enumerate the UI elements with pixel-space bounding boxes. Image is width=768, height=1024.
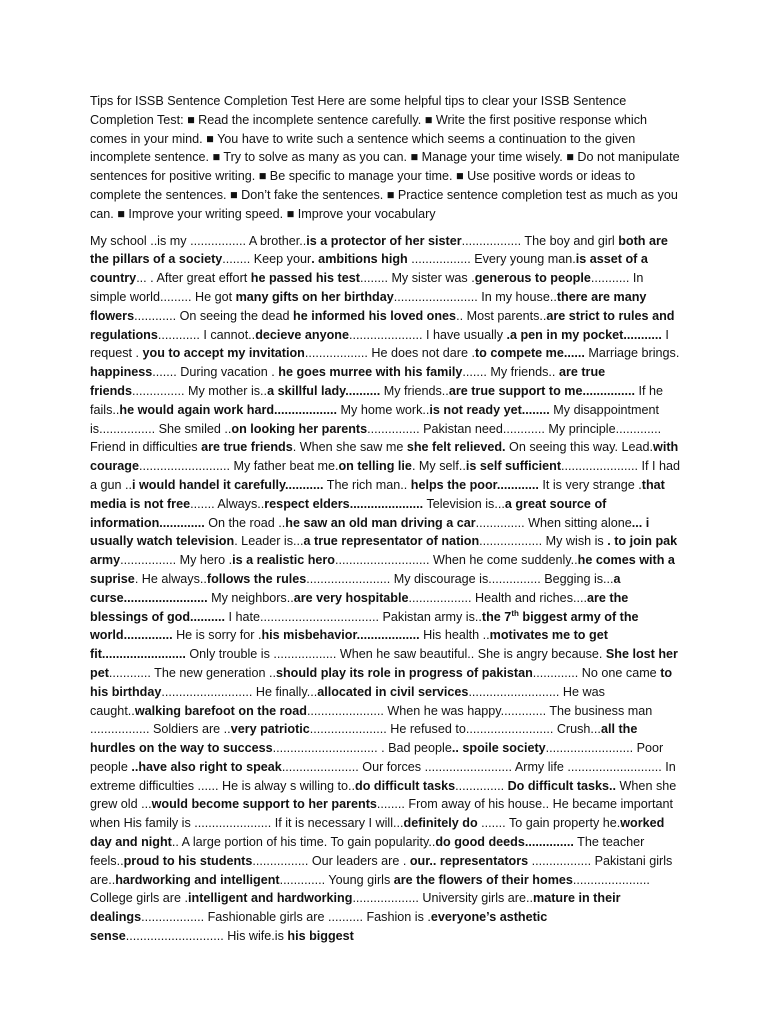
prompt-text: ........ Keep your [222, 252, 312, 267]
answer-text: do good deeds.............. [435, 835, 574, 850]
prompt-text: ............. No one came [532, 665, 661, 680]
answer-text: happiness [90, 365, 153, 380]
prompt-text: . When she saw me [292, 440, 407, 455]
answer-text: mature in their dealings [90, 891, 621, 925]
prompt-text: . My self.. [411, 459, 466, 474]
answer-text: his misbehavior.................. [261, 628, 420, 643]
answer-text: should play its role in progress of pakistan [275, 665, 533, 680]
prompt-text: His health .. [419, 628, 490, 643]
prompt-text: .......................... He was caught.. [90, 684, 605, 718]
prompt-text: ........ From away of his house.. He became important when His family is ...................... If it is necessary I will... [90, 797, 673, 831]
answer-text: she felt relieved. [406, 440, 506, 455]
answer-text: follows the rules [206, 571, 307, 586]
prompt-text: ................ My hero . [120, 553, 233, 568]
sentence-completion-paragraph [90, 232, 682, 946]
prompt-text: ............................ His wife.is [125, 929, 288, 944]
prompt-text: He is sorry for . [172, 628, 262, 643]
answer-text: both are the pillars of a society [90, 233, 668, 267]
answer-text: a great source of information............. [90, 496, 607, 530]
prompt-text: .......................... My father beat me. [139, 459, 339, 474]
prompt-text: ........................ My discourage is............... Begging is... [306, 571, 614, 586]
prompt-text: On seeing this way. Lead. [505, 440, 654, 455]
prompt-text: .................. Health and riches.... [408, 590, 587, 605]
answer-text: generous to people [474, 271, 591, 286]
prompt-text: When she grew old ... [90, 778, 677, 812]
prompt-text: ................. Pakistani girls are.. [90, 853, 673, 887]
prompt-text: The teacher feels.. [90, 835, 645, 868]
prompt-text: If he fails.. [90, 383, 663, 417]
prompt-text: ........................ In my house.. [393, 289, 557, 304]
answer-text: a curse........................ [90, 571, 621, 605]
answer-text: are true friends [90, 365, 606, 398]
prompt-text: My disappointment is................ She smiled .. [90, 402, 659, 436]
prompt-text: ... . After great effort [136, 271, 251, 286]
prompt-text: ..................... I have usually [349, 327, 507, 342]
prompt-text: ............... Pakistan need............ My principle............. Friend in difficulties [90, 421, 662, 455]
prompt-text: ............ I cannot.. [157, 327, 256, 342]
answer-text: . ambitions high [311, 252, 408, 267]
answer-text: his biggest [287, 929, 354, 944]
answer-text: ..have also right to speak [131, 759, 282, 774]
answer-text: definitely do [403, 816, 478, 831]
prompt-text: It is very strange . [538, 477, 642, 492]
answer-text: very patriotic [230, 722, 310, 737]
prompt-text: ...................... When he was happy............. The business man ................. Soldiers are .. [90, 703, 653, 737]
prompt-text: .............................. . Bad people [272, 741, 452, 756]
answer-text: he saw an old man driving a car [285, 515, 476, 530]
answer-text: you to accept my invitation [142, 346, 305, 361]
answer-text: .a pen in my pocket........... [506, 327, 662, 342]
answer-text: respect elders..................... [264, 496, 424, 511]
answer-text: intelligent and hardworking [188, 891, 353, 906]
prompt-text: I request . [90, 327, 669, 361]
answer-text: he would again work hard.................. [119, 402, 338, 417]
answer-text: She lost her pet [90, 647, 678, 680]
prompt-text: ............. Young girls [279, 872, 394, 887]
prompt-text: .. Most parents.. [456, 308, 547, 323]
answer-text: . to join pak army [90, 534, 678, 568]
prompt-text: Television is... [423, 496, 505, 511]
prompt-text: ....... During vacation . [152, 365, 279, 380]
prompt-text: ....... My friends.. [462, 365, 559, 380]
answer-text: motivates me to get fit........................ [90, 628, 608, 662]
prompt-text: My friends.. [380, 383, 449, 398]
prompt-text: . Leader is... [234, 534, 304, 549]
answer-text: are true friends [201, 440, 293, 455]
prompt-text: ......................... Poor people [90, 741, 664, 774]
answer-text: is a realistic hero [232, 553, 335, 568]
answer-text: is self sufficient [465, 459, 562, 474]
prompt-text: ...................... Our forces ......................... Army life ........................... In extreme difficulties ...... He is alway s willing to.. [90, 759, 676, 793]
answer-text: he informed his loved ones [293, 308, 457, 323]
answer-text: a skillful lady.......... [267, 383, 381, 398]
prompt-text: My home work.. [337, 402, 430, 417]
prompt-text: I hate.................................. Pakistan army is.. [225, 609, 482, 624]
answer-text: are the blessings of god.......... [90, 590, 629, 624]
answer-text: worked day and night [90, 816, 665, 850]
answer-text: hardworking and intelligent [115, 872, 280, 887]
prompt-text: My neighbors.. [207, 590, 294, 605]
answer-text: would become support to her parents [151, 797, 377, 812]
prompt-text: .................. My wish is [479, 534, 608, 549]
answer-text: he passed his test [250, 271, 360, 286]
answer-text: is a protector of her sister [306, 233, 462, 248]
answer-text: walking barefoot on the road [134, 703, 307, 718]
answer-text-sup: th [511, 608, 519, 618]
prompt-text: ................... University girls are.. [352, 891, 533, 906]
answer-text: a true representator of nation [303, 534, 480, 549]
answer-text: are very hospitable [293, 590, 409, 605]
answer-text: Do difficult tasks.. [507, 778, 617, 793]
answer-text: with courage [90, 440, 679, 474]
answer-text: allocated in civil services [317, 684, 469, 699]
prompt-text: ................ Our leaders are . [252, 853, 410, 868]
answer-text: all the hurdles on the way to success [90, 722, 638, 756]
prompt-text: My school ..is my ................ A brother.. [90, 233, 307, 248]
answer-text: to his birthday [90, 665, 673, 699]
answer-text: that media is not free [90, 477, 665, 511]
answer-text: our.. representators [409, 853, 529, 868]
prompt-text: .............. [455, 778, 508, 793]
answer-text: are strict to rules and regulations [90, 308, 675, 342]
answer-text: ... i usually watch television [90, 515, 650, 549]
answer-text: to compete me...... [474, 346, 585, 361]
answer-text: he goes murree with his family [278, 365, 463, 380]
prompt-text: ....... To gain property he. [477, 816, 621, 831]
prompt-text: ....... Always.. [190, 496, 265, 511]
prompt-text: ................. The boy and girl [461, 233, 619, 248]
answer-text: helps the poor............ [410, 477, 539, 492]
answer-text: is asset of a country [90, 252, 648, 286]
document-page [90, 92, 682, 946]
answer-text: he comes with a suprise [90, 553, 675, 586]
answer-text: the 7 [481, 609, 512, 624]
prompt-text: The rich man.. [323, 477, 411, 492]
prompt-text: .. A large portion of his time. To gain popularity.. [171, 835, 436, 850]
answer-text: on telling lie [338, 459, 412, 474]
answer-text: i would handel it carefully........... [132, 477, 324, 492]
prompt-text: On the road .. [204, 515, 286, 530]
answer-text: decieve anyone [255, 327, 349, 342]
answer-text: biggest army of the world.............. [90, 609, 639, 643]
prompt-text: ................. Every young man. [407, 252, 576, 267]
prompt-text: .................. He does not dare . [304, 346, 475, 361]
prompt-text: Only trouble is .................. When he saw beautiful.. She is angry because. [185, 647, 606, 662]
answer-text: proud to his students [123, 853, 253, 868]
answer-text: are true support to me............... [448, 383, 635, 398]
answer-text: is not ready yet........ [429, 402, 550, 417]
prompt-text: . He always.. [134, 571, 207, 586]
prompt-text: ........................... When he come suddenly.. [335, 553, 578, 568]
prompt-text: ........ My sister was . [359, 271, 475, 286]
intro-paragraph: Tips for ISSB Sentence Completion Test Here are some helpful tips to clear your ISSB Sentence Completion Test: ■ Read the incomplete sentence carefully. ■ Write the first positive response which comes in your mind. ■ You have to write such a sentence which seems a continuation to the given incomplete sentence. ■ Try to solve as many as you can. ■ Manage your time wisely. ■ Do not manipulate sentences for positive writing. ■ Be specific to manage your time. ■ Use positive words or ideas to complete the sentences. ■ Don’t fake the sentences. ■ Practice sentence completion test as much as you can. ■ Improve your writing speed. ■ Improve your vocabulary [90, 94, 680, 221]
superscript [511, 608, 519, 617]
answer-text: on looking her parents [231, 421, 368, 436]
answer-text: are the flowers of their homes [393, 872, 573, 887]
answer-text: everyone’s asthetic sense [90, 910, 548, 944]
prompt-text: Marriage brings. [584, 346, 680, 361]
prompt-text: ............ On seeing the dead [134, 308, 294, 323]
prompt-text: ...................... If I had a gun .. [90, 459, 680, 492]
answer-text: many gifts on her birthday [235, 289, 394, 304]
answer-text: .. spoile society [451, 741, 546, 756]
prompt-text: ........... In simple world......... He got [90, 271, 644, 304]
answer-text: do difficult tasks [355, 778, 456, 793]
prompt-text: ...................... College girls are . [90, 872, 650, 906]
prompt-text: ............ The new generation .. [108, 665, 276, 680]
prompt-text: .............. When sitting alone [475, 515, 632, 530]
prompt-text: .................. Fashionable girls are .......... Fashion is . [141, 910, 431, 925]
answer-text: there are many flowers [90, 289, 647, 323]
prompt-text: ...................... He refused to......................... Crush... [309, 722, 601, 737]
prompt-text: ............... My mother is.. [132, 383, 268, 398]
prompt-text: .......................... He finally... [161, 684, 318, 699]
